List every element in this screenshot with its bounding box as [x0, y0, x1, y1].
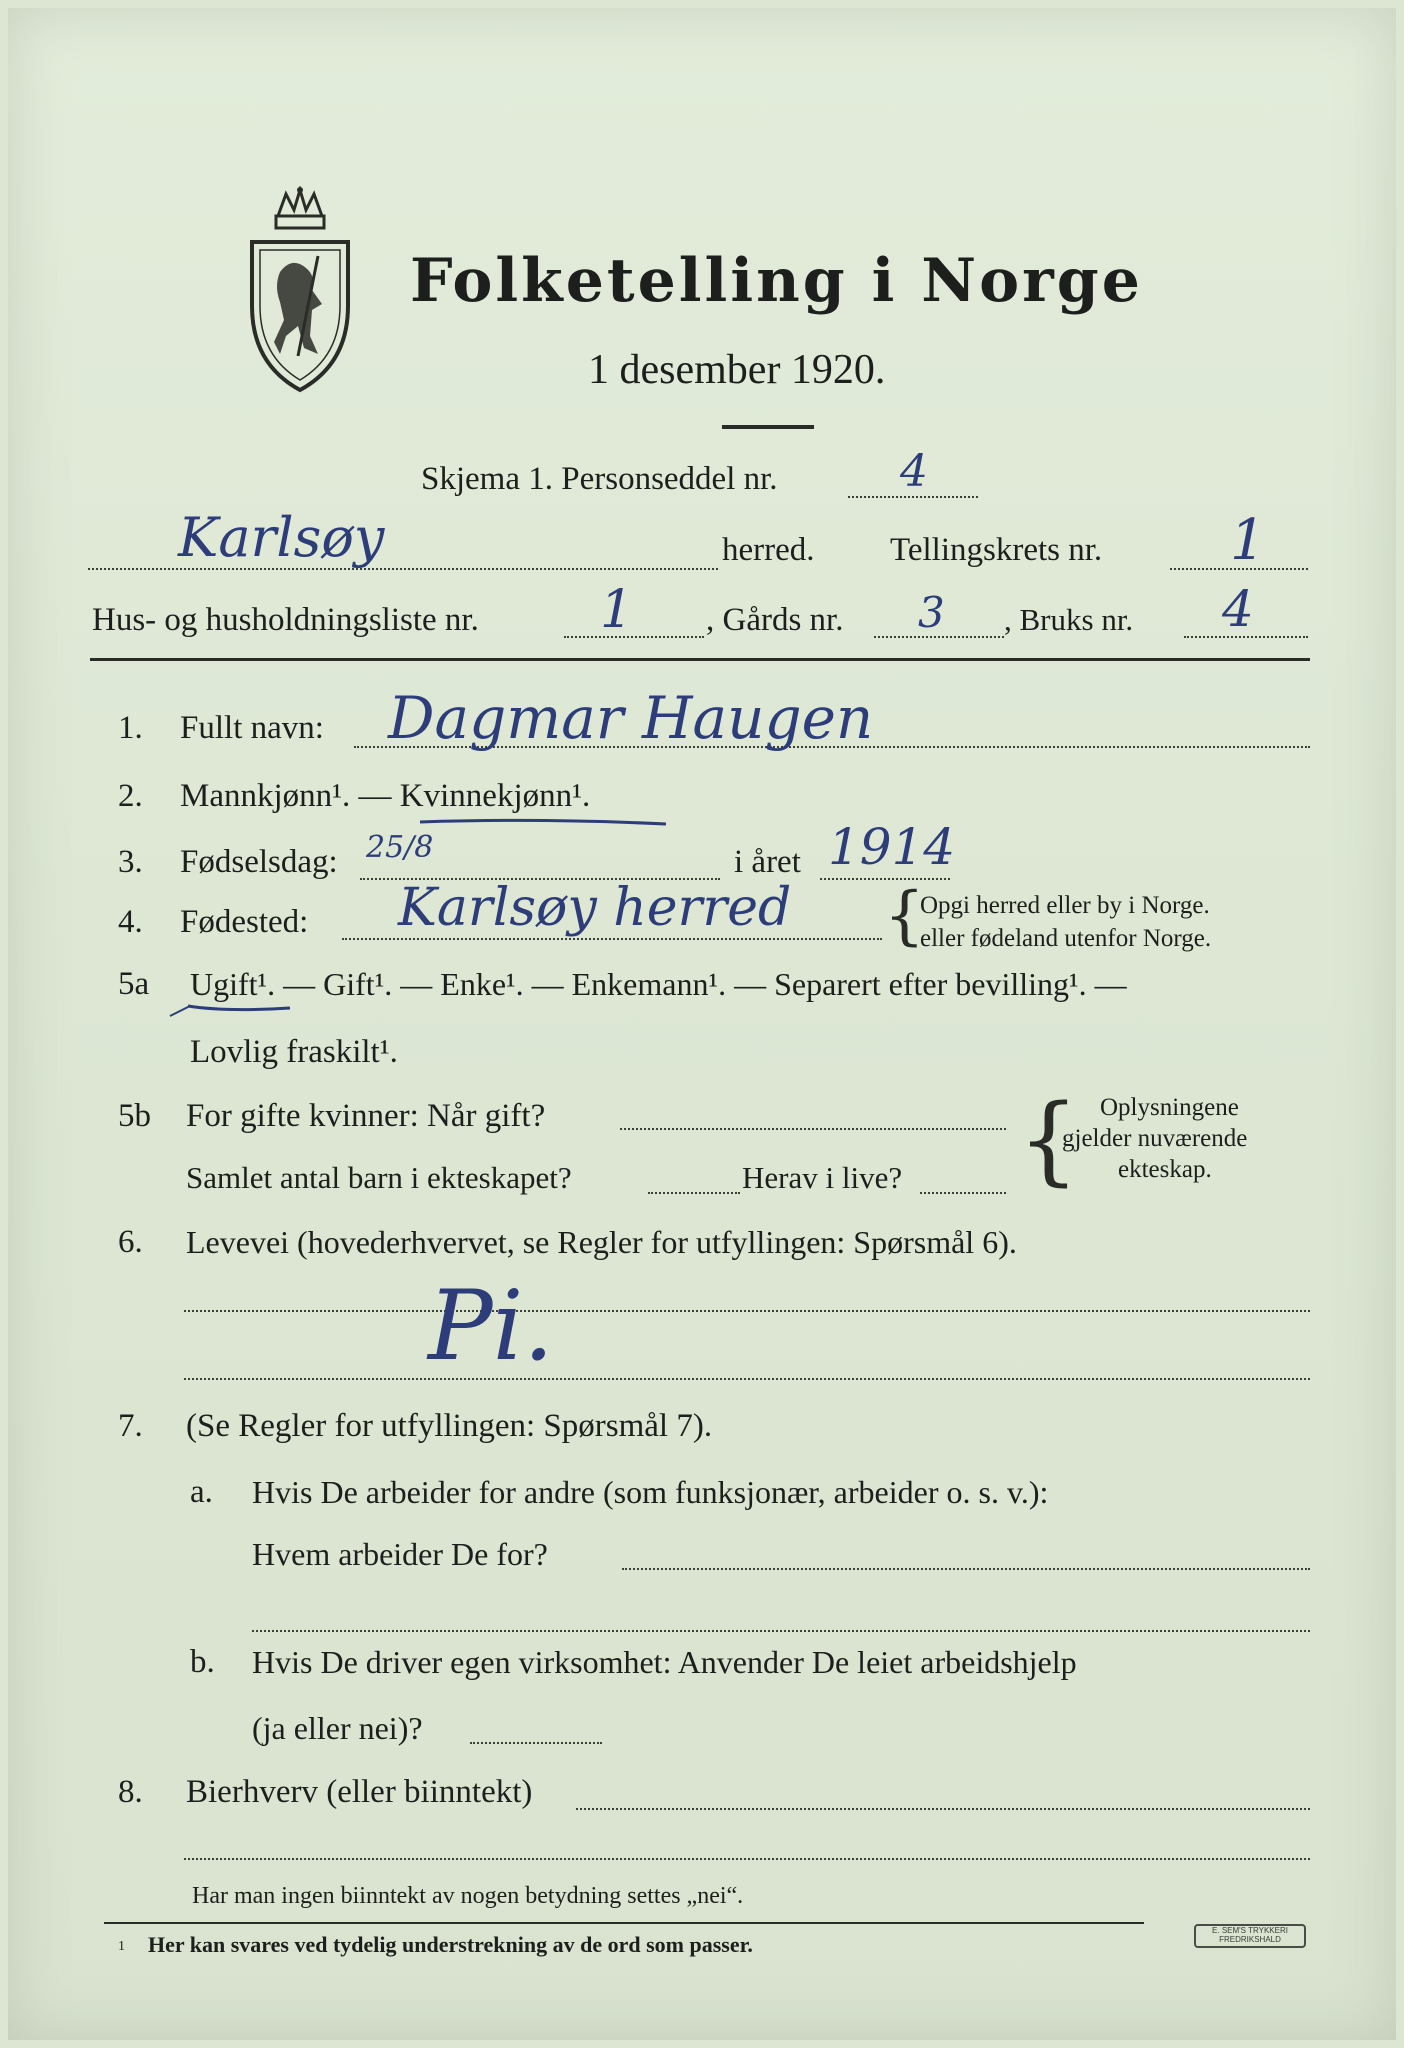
q5b-children-label: Samlet antal barn i ekteskapet? — [186, 1160, 572, 1195]
q7a-line — [622, 1568, 1310, 1570]
q5b-number: 5b — [118, 1098, 151, 1134]
schema-number-value: 4 — [900, 446, 928, 497]
q4-note-line1: Opgi herred eller by i Norge. — [920, 892, 1210, 919]
bruks-label: , Bruks nr. — [1004, 602, 1134, 637]
gards-value: 3 — [918, 588, 945, 637]
q5a-selection-underline — [166, 1000, 296, 1020]
q1-label: Fullt navn: — [180, 710, 324, 746]
q7-number: 7. — [118, 1408, 143, 1444]
q4-note-brace: { — [884, 879, 925, 953]
q7a-line2: Hvem arbeider De for? — [252, 1536, 548, 1572]
q8-label: Bierhverv (eller biinntekt) — [186, 1774, 533, 1810]
q6-label: Levevei (hovederhvervet, se Regler for utfyllingen: Spørsmål 6). — [186, 1224, 1017, 1260]
q5b-when-married-label: For gifte kvinner: Når gift? — [186, 1098, 546, 1134]
q4-note-line2: eller fødeland utenfor Norge. — [920, 925, 1212, 952]
q3-year-value: 1914 — [828, 818, 956, 876]
header-divider — [90, 658, 1310, 661]
q1-number: 1. — [118, 710, 143, 746]
q7b-line — [470, 1742, 602, 1744]
printer-stamp-text: E. SEM'S TRYKKERI FREDRIKSHALD — [1212, 1926, 1288, 1944]
bruks-value: 4 — [1222, 580, 1254, 638]
census-form-page — [8, 8, 1396, 2040]
q5b-note-line3: ekteskap. — [1118, 1156, 1212, 1183]
form-title: Folketelling i Norge — [410, 246, 1143, 316]
q5b-note-brace: { — [1018, 1084, 1080, 1196]
q6-line1 — [184, 1310, 1310, 1312]
tellingskrets-value: 1 — [1230, 508, 1266, 573]
q7b-number: b. — [190, 1644, 215, 1680]
q2-selection-underline — [418, 814, 668, 830]
q4-number: 4. — [118, 904, 143, 940]
q5b-note-line1: Oplysningene — [1100, 1094, 1239, 1121]
q7a-line1: Hvis De arbeider for andre (som funksjonær, arbeider o. s. v.): — [252, 1474, 1049, 1510]
q6-occupation-value: Pi. — [428, 1270, 554, 1382]
husliste-value: 1 — [600, 580, 634, 640]
q5b-children-line — [648, 1192, 740, 1194]
q2-number: 2. — [118, 778, 143, 814]
q8-line2 — [184, 1858, 1310, 1860]
q3-year-label: i året — [734, 844, 801, 880]
herred-value: Karlsøy — [178, 506, 385, 569]
q4-birthplace-value: Karlsøy herred — [398, 878, 792, 938]
q4-line — [342, 938, 882, 940]
q6-line2 — [184, 1378, 1310, 1380]
q5a-number: 5a — [118, 966, 150, 1002]
tellingskrets-label: Tellingskrets nr. — [890, 532, 1103, 568]
gards-label: , Gårds nr. — [706, 602, 844, 638]
q7a-line2-blank — [252, 1630, 1310, 1632]
q5b-alive-label: Herav i live? — [742, 1160, 903, 1195]
q5b-when-married-line — [620, 1128, 1006, 1130]
q7a-number: a. — [190, 1474, 213, 1510]
q7b-line1: Hvis De driver egen virksomhet: Anvender De leiet arbeidshjelp — [252, 1644, 1077, 1680]
q1-full-name-value: Dagmar Haugen — [388, 684, 874, 752]
q8-line1 — [576, 1808, 1310, 1810]
husliste-label: Hus- og husholdningsliste nr. — [92, 602, 479, 638]
q6-number: 6. — [118, 1224, 143, 1260]
q5a-line2: Lovlig fraskilt¹. — [190, 1034, 398, 1070]
q5a-marital-options: Ugift¹. — Gift¹. — Enke¹. — Enkemann¹. — Separert efter bevilling¹. — — [190, 966, 1127, 1002]
q7-label: (Se Regler for utfyllingen: Spørsmål 7). — [186, 1408, 713, 1444]
herred-label: herred. — [722, 532, 815, 568]
q4-label: Fødested: — [180, 904, 309, 940]
income-note: Har man ingen biinntekt av nogen betydning settes „nei“. — [192, 1883, 744, 1909]
title-divider — [722, 425, 814, 429]
census-date: 1 desember 1920. — [588, 347, 886, 393]
q3-birthday-value: 25/8 — [366, 830, 434, 865]
q7b-line2: (ja eller nei)? — [252, 1710, 423, 1746]
footnote-text: Her kan svares ved tydelig understrekning av de ord som passer. — [148, 1932, 753, 1957]
q3-label: Fødselsdag: — [180, 844, 338, 880]
footnote-mark: 1 — [118, 1939, 125, 1954]
q5b-note-line2: gjelder nuværende — [1062, 1125, 1248, 1152]
footnote-divider — [104, 1922, 1144, 1924]
husliste-line — [564, 636, 704, 638]
printer-stamp — [1194, 1924, 1306, 1948]
norwegian-coat-of-arms-icon — [240, 186, 360, 396]
q8-number: 8. — [118, 1774, 143, 1810]
q5b-alive-line — [920, 1192, 1006, 1194]
q2-gender-options: Mannkjønn¹. — Kvinnekjønn¹. — [180, 778, 591, 814]
schema-label: Skjema 1. Personseddel nr. — [421, 461, 778, 497]
q3-number: 3. — [118, 844, 143, 880]
